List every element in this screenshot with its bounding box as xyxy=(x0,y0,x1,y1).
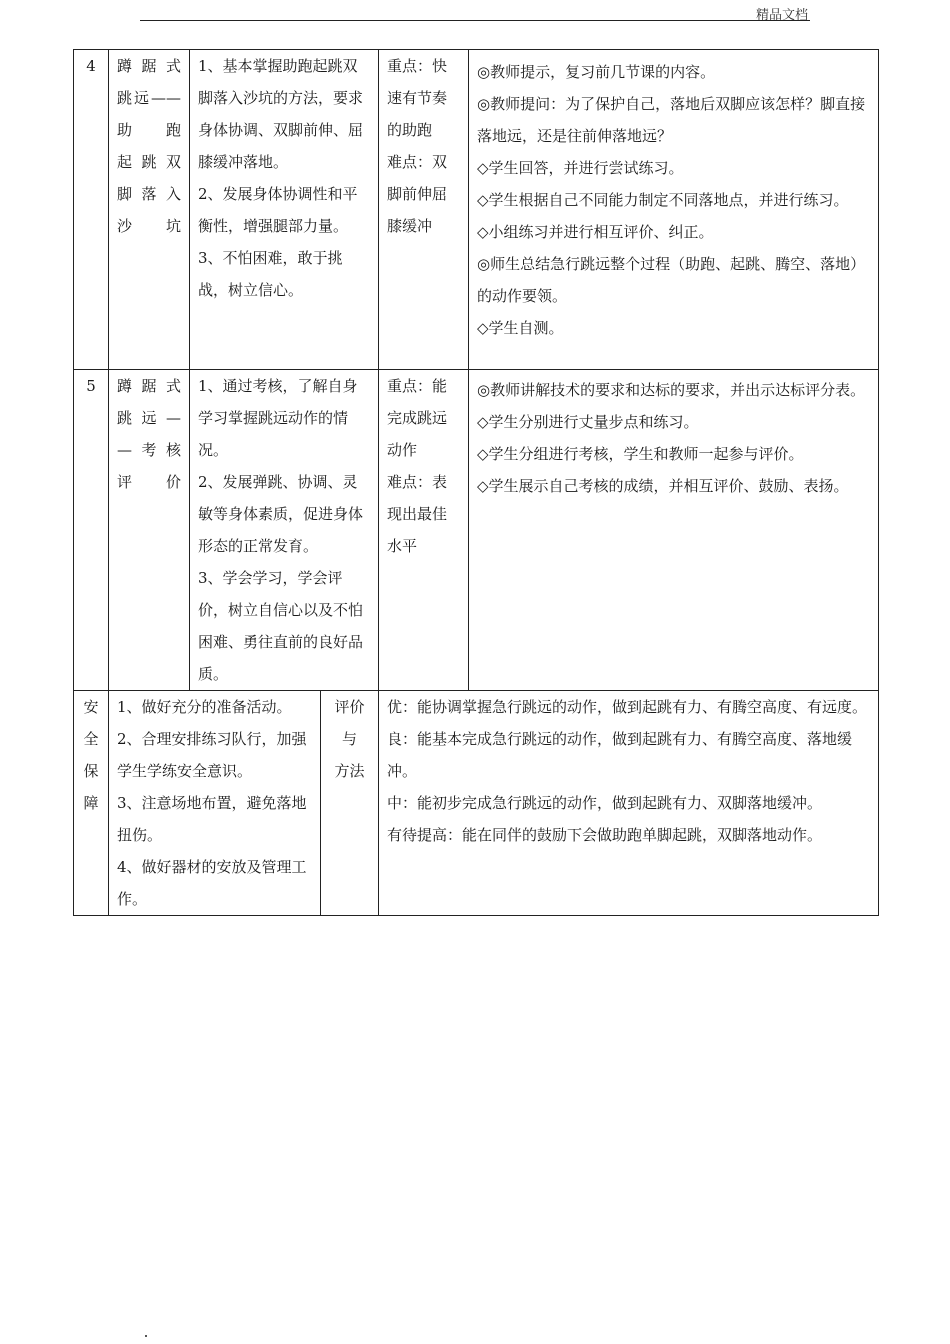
objective-item: 1、基本掌握助跑起跳双脚落入沙坑的方法，要求身体协调、双脚前伸、屈膝缓冲落地。 xyxy=(198,57,364,171)
lesson-title xyxy=(109,370,190,691)
activity-item: ◇学生分别进行丈量步点和练习。 xyxy=(477,413,699,431)
evaluation-item: 优：能协调掌握急行跳远的动作，做到起跳有力、有腾空高度、有远度。 xyxy=(387,698,868,716)
key-point-line: 完成跳远 xyxy=(387,409,448,427)
title-line: 沙坑 xyxy=(117,217,181,235)
evaluation-label xyxy=(321,691,379,916)
objective-item: 2、发展身体协调性和平衡性，增强腿部力量。 xyxy=(198,185,358,235)
evaluation-item: 中：能初步完成急行跳远的动作，做到起跳有力、双脚落地缓冲。 xyxy=(387,794,823,812)
teaching-activities xyxy=(469,50,879,370)
lesson-plan-table xyxy=(73,49,879,916)
activity-item: ◇学生分组进行考核，学生和教师一起参与评价。 xyxy=(477,445,804,463)
title-line: —考核 xyxy=(117,441,181,459)
key-point-line: 动作 xyxy=(387,441,418,459)
key-point-line: 膝缓冲 xyxy=(387,217,433,235)
lesson-title xyxy=(109,50,190,370)
title-line: 蹲踞式 xyxy=(117,377,181,395)
header-rule xyxy=(140,20,810,21)
evaluation-label-line: 评价 xyxy=(334,698,365,716)
title-line: 蹲踞式 xyxy=(117,57,181,75)
safety-item: 4、做好器材的安放及管理工作。 xyxy=(117,858,307,908)
objective-item: 2、发展弹跳、协调、灵敏等身体素质，促进身体形态的正常发育。 xyxy=(198,473,364,555)
safety-evaluation-row xyxy=(74,691,879,916)
evaluation-item: 有待提高：能在同伴的鼓励下会做助跑单脚起跳，双脚落地动作。 xyxy=(387,826,823,844)
key-points xyxy=(379,50,469,370)
title-line: 起跳双 xyxy=(117,153,181,171)
key-point-line: 难点：双 xyxy=(387,153,448,171)
page-header-text: 精品文档 xyxy=(755,8,808,23)
lesson-objectives xyxy=(190,50,379,370)
safety-label-char: 障 xyxy=(83,794,99,812)
objective-item: 1、通过考核，了解自身学习掌握跳远动作的情况。 xyxy=(198,377,358,459)
objective-item: 3、学会学习，学会评价，树立自信心以及不怕困难、勇往直前的良好品质。 xyxy=(198,569,364,683)
activity-item: ◇小组练习并进行相互评价、纠正。 xyxy=(477,223,714,241)
safety-label xyxy=(74,691,109,916)
activity-item: ◎教师提示，复习前几节课的内容。 xyxy=(477,63,716,81)
safety-label-char: 保 xyxy=(83,762,99,780)
key-point-line: 水平 xyxy=(387,537,418,555)
evaluation-label-line: 方法 xyxy=(334,762,365,780)
activity-item: ◎师生总结急行跳远整个过程（助跑、起跳、腾空、落地）的动作要领。 xyxy=(477,255,866,305)
lesson-row-5 xyxy=(74,370,879,691)
safety-item: 1、做好充分的准备活动。 xyxy=(117,698,292,716)
lesson-objectives xyxy=(190,370,379,691)
lesson-number: 4 xyxy=(74,50,109,370)
activity-item: ◎教师提问：为了保护自己，落地后双脚应该怎样？脚直接落地远，还是往前伸落地远？ xyxy=(477,95,866,145)
evaluation-item: 良：能基本完成急行跳远的动作，做到起跳有力、有腾空高度、落地缓冲。 xyxy=(387,730,853,780)
title-line: 评价 xyxy=(117,473,181,491)
activity-item: ◎教师讲解技术的要求和达标的要求，并出示达标评分表。 xyxy=(477,381,866,399)
lesson-number: 5 xyxy=(74,370,109,691)
key-point-line: 难点：表 xyxy=(387,473,448,491)
activity-item: ◇学生展示自己考核的成绩，并相互评价、鼓励、表扬。 xyxy=(477,477,849,495)
key-points xyxy=(379,370,469,691)
evaluation-items xyxy=(379,691,879,916)
key-point-line: 的助跑 xyxy=(387,121,433,139)
safety-label-char: 安 xyxy=(83,698,99,716)
objective-item: 3、不怕困难，敢于挑战，树立信心。 xyxy=(198,249,343,299)
key-point-line: 脚前伸屈 xyxy=(387,185,448,203)
activity-item: ◇学生自测。 xyxy=(477,319,564,337)
key-point-line: 速有节奏 xyxy=(387,89,448,107)
activity-item: ◇学生回答，并进行尝试练习。 xyxy=(477,159,684,177)
evaluation-label-line: 与 xyxy=(341,730,357,748)
title-line: 跳远——助跑 xyxy=(117,89,181,139)
key-point-line: 重点：能 xyxy=(387,377,448,395)
key-point-line: 现出最佳 xyxy=(387,505,448,523)
key-point-line: 重点：快 xyxy=(387,57,448,75)
safety-item: 2、合理安排练习队行，加强学生学练安全意识。 xyxy=(117,730,307,780)
safety-items xyxy=(109,691,321,916)
activity-item: ◇学生根据自己不同能力制定不同落地点，并进行练习。 xyxy=(477,191,849,209)
page-mark xyxy=(145,1335,147,1337)
teaching-activities xyxy=(469,370,879,691)
lesson-row-4 xyxy=(74,50,879,370)
safety-item: 3、注意场地布置，避免落地扭伤。 xyxy=(117,794,307,844)
safety-label-char: 全 xyxy=(83,730,99,748)
title-line: 跳远— xyxy=(117,409,181,427)
title-line: 脚落入 xyxy=(117,185,181,203)
